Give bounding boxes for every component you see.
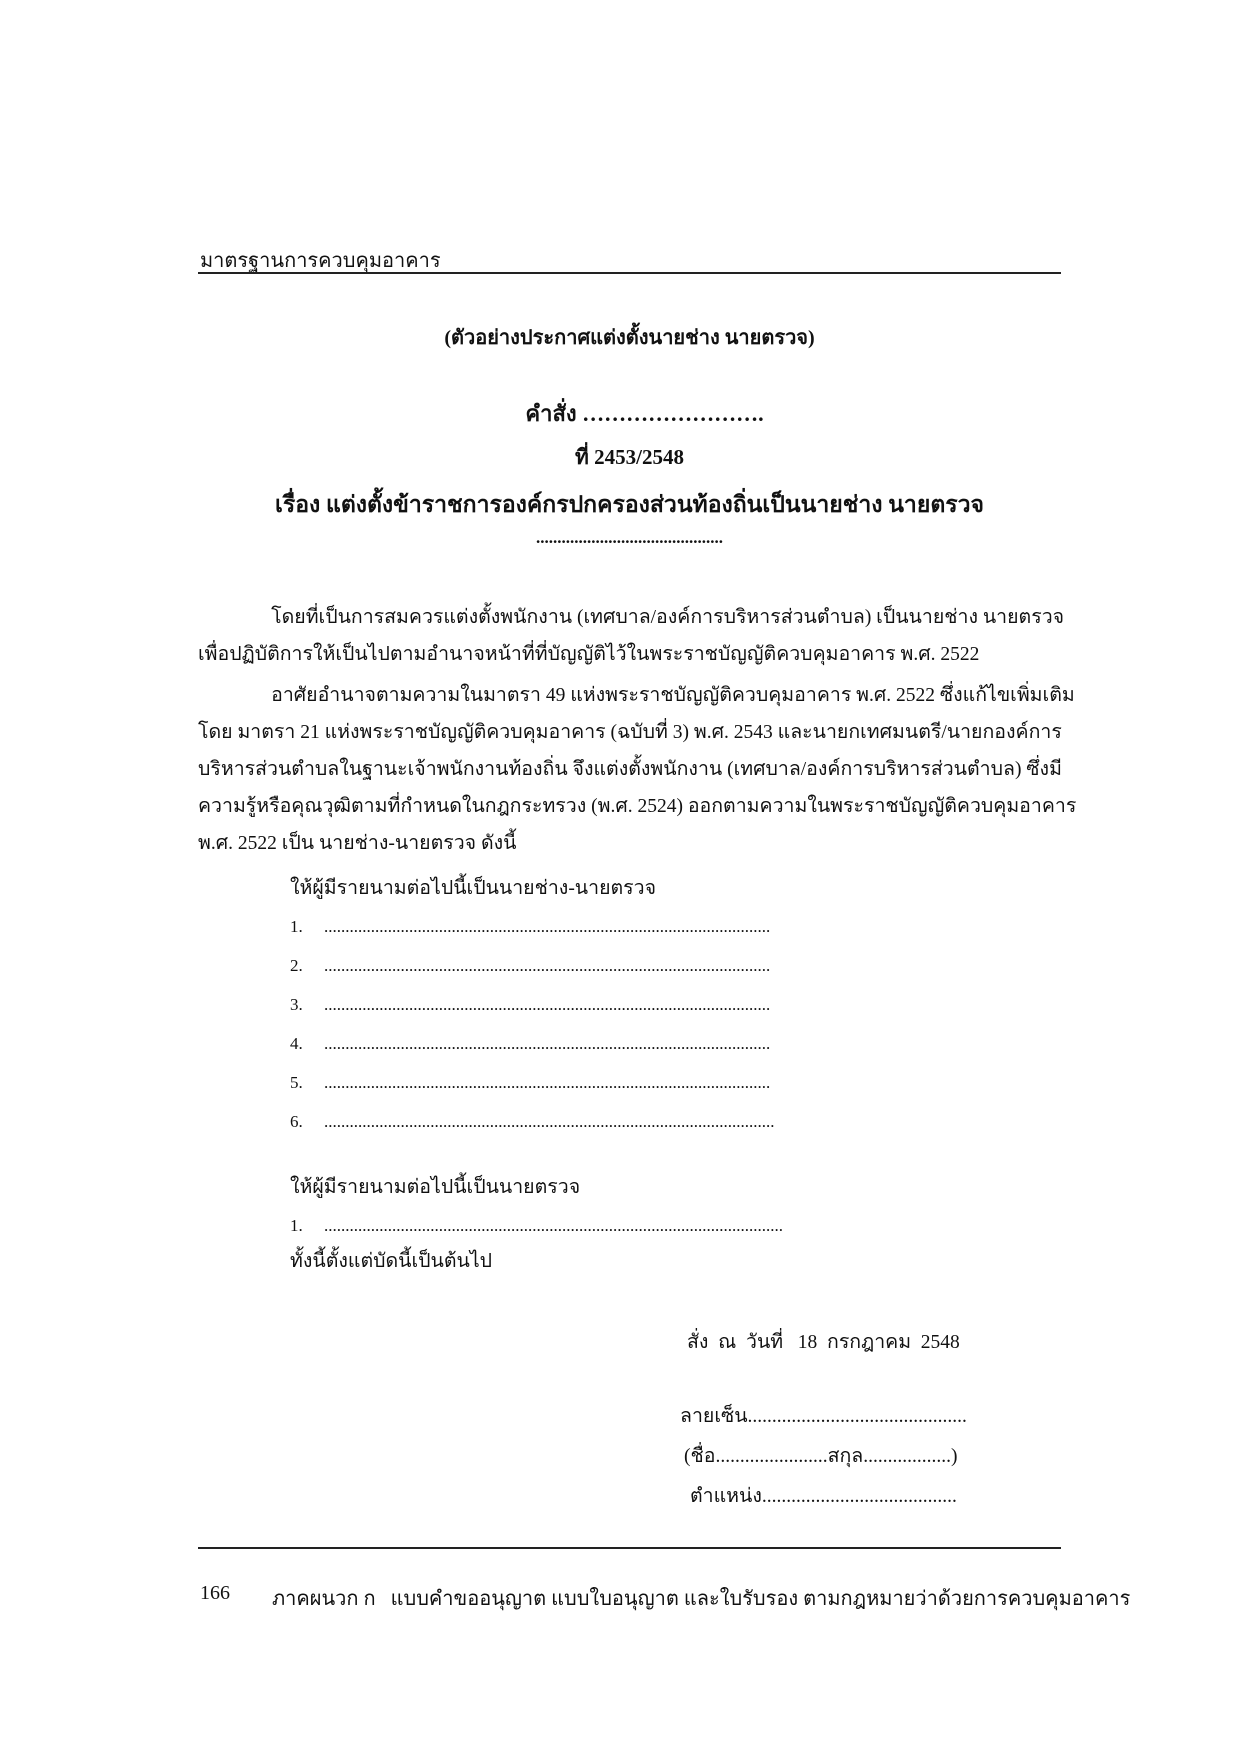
order-subject: เรื่อง แต่งตั้งข้าราชการองค์กรปกครองส่วนท้องถิ่นเป็นนายช่าง นายตรวจ xyxy=(274,492,985,517)
list-item-dots: ......................................................................................................... xyxy=(324,917,771,936)
list-item-number: 3. xyxy=(290,995,303,1014)
list-item-number: 2. xyxy=(290,956,303,975)
list-item-number: 6. xyxy=(290,1112,303,1131)
paragraph-line-7: พ.ศ. 2522 เป็น นายช่าง-นายตรวจ ดังนี้ xyxy=(198,833,517,854)
order-date: สั่ง ณ วันที่ 18 กรกฎาคม 2548 xyxy=(687,1332,960,1353)
list-item-number: 4. xyxy=(290,1034,303,1053)
list-item-number: 1. xyxy=(290,1216,303,1235)
order-title: คำสั่ง ……………………. xyxy=(525,401,764,426)
header-rule xyxy=(198,272,1061,274)
list1-item xyxy=(290,1034,770,1054)
list1-item xyxy=(290,995,770,1015)
subject-dotted-line: ............................................ xyxy=(536,528,723,547)
paragraph-line-1: โดยที่เป็นการสมควรแต่งตั้งพนักงาน (เทศบาล/องค์การบริหารส่วนตำบล) เป็นนายช่าง นายตรวจ xyxy=(198,607,1065,628)
list-item-dots: .......................................................................................................... xyxy=(324,1112,775,1131)
list1-item xyxy=(290,917,770,937)
list1-item xyxy=(290,956,770,976)
paragraph-line-5: บริหารส่วนตำบลในฐานะเจ้าพนักงานท้องถิ่น จึงแต่งตั้งพนักงาน (เทศบาล/องค์การบริหารส่วนตำบล) ซึ่งมี xyxy=(198,759,1062,780)
page-number: 166 xyxy=(200,1582,230,1604)
list-item-dots: ......................................................................................................... xyxy=(324,995,771,1014)
list1-item xyxy=(290,1112,775,1132)
list2-item xyxy=(290,1216,783,1236)
list1-intro: ให้ผู้มีรายนามต่อไปนี้เป็นนายช่าง-นายตรวจ xyxy=(290,878,657,899)
paragraph-line-3: อาศัยอำนาจตามความในมาตรา 49 แห่งพระราชบัญญัติควบคุมอาคาร พ.ศ. 2522 ซึ่งแก้ไขเพิ่มเติม xyxy=(198,685,1075,706)
paragraph-line-6: ความรู้หรือคุณวุฒิตามที่กำหนดในกฎกระทรวง (พ.ศ. 2524) ออกตามความในพระราชบัญญัติควบคุมอาคาร xyxy=(198,796,1077,817)
paragraph-line-4: โดย มาตรา 21 แห่งพระราชบัญญัติควบคุมอาคาร (ฉบับที่ 3) พ.ศ. 2543 และนายกเทศมนตรี/นายกองค์การ xyxy=(198,722,1062,743)
list-item-dots: ......................................................................................................... xyxy=(324,956,771,975)
list-item-dots: ......................................................................................................... xyxy=(324,1073,771,1092)
running-header: มาตรฐานการควบคุมอาคาร xyxy=(200,250,441,272)
list2-intro: ให้ผู้มีรายนามต่อไปนี้เป็นนายตรวจ xyxy=(290,1177,581,1198)
effective-statement: ทั้งนี้ตั้งแต่บัดนี้เป็นต้นไป xyxy=(290,1251,493,1272)
name-line: (ชื่อ.......................สกุล..................) xyxy=(684,1446,958,1467)
list-item-dots: ......................................................................................................... xyxy=(324,1034,771,1053)
list-item-dots: ............................................................................................................ xyxy=(324,1216,783,1235)
signature-line: ลายเซ็น............................................. xyxy=(680,1406,967,1427)
list-item-number: 5. xyxy=(290,1073,303,1092)
position-line: ตำแหน่ง........................................ xyxy=(690,1486,957,1507)
list1-item xyxy=(290,1073,770,1093)
list-item-number: 1. xyxy=(290,917,303,936)
footer-rule xyxy=(198,1547,1061,1549)
paragraph-line-2: เพื่อปฏิบัติการให้เป็นไปตามอำนาจหน้าที่ที่บัญญัติไว้ในพระราชบัญญัติควบคุมอาคาร พ.ศ. 2522 xyxy=(198,644,980,665)
sample-caption: (ตัวอย่างประกาศแต่งตั้งนายช่าง นายตรวจ) xyxy=(444,327,815,349)
order-number: ที่ 2453/2548 xyxy=(575,445,684,469)
footer-section-text: ภาคผนวก ก แบบคำขออนุญาต แบบใบอนุญาต และใบรับรอง ตามกฎหมายว่าด้วยการควบคุมอาคาร xyxy=(272,1588,1131,1610)
